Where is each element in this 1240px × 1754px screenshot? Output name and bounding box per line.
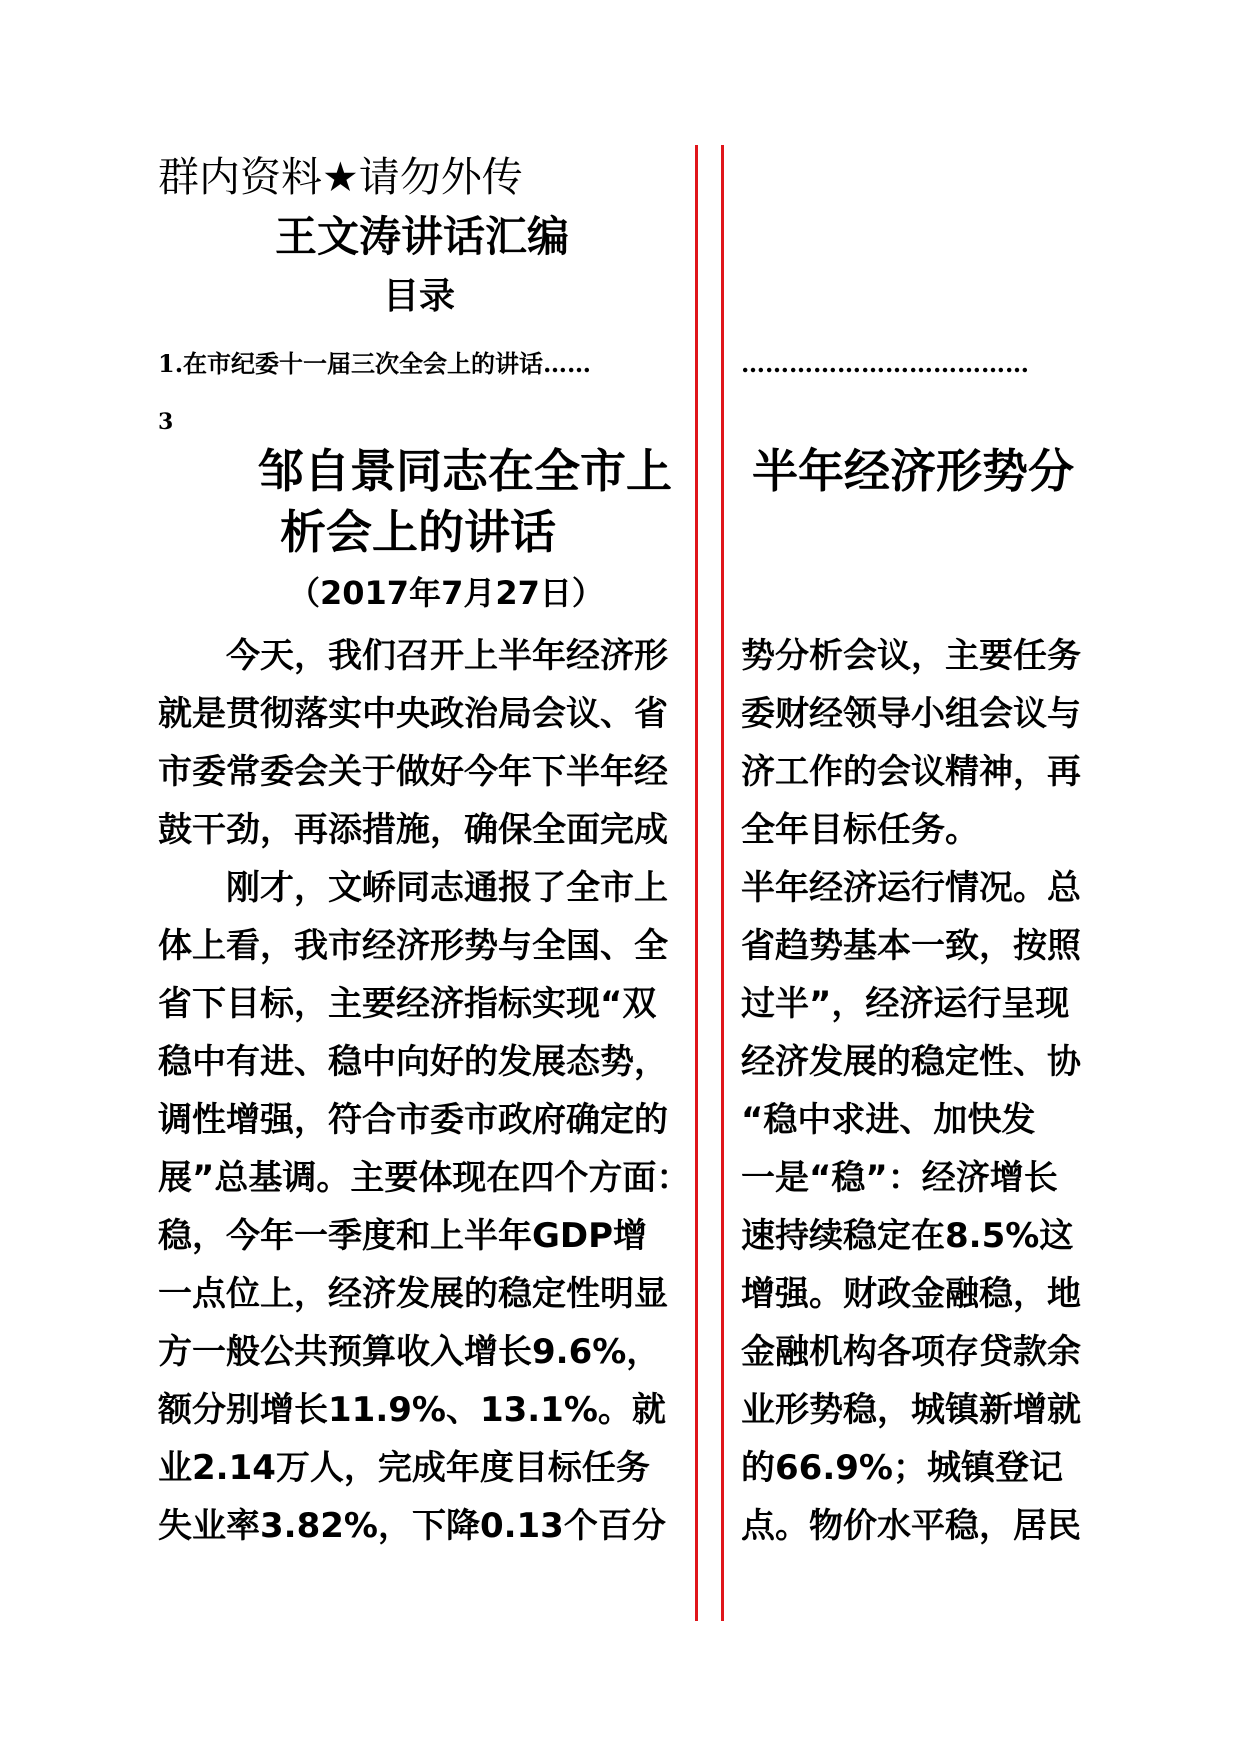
body-line: 稳，今年一季度和上半年GDP增 — [158, 1216, 648, 1256]
body-line: 济工作的会议精神，再 — [741, 752, 1081, 792]
body-line: 稳中有进、稳中向好的发展态势， — [158, 1042, 668, 1082]
body-line: 半年经济运行情况。总 — [741, 868, 1081, 908]
body-line: 经济发展的稳定性、协 — [741, 1042, 1081, 1082]
toc-item: 1.在市纪委十一届三次全会上的讲话…… — [158, 349, 592, 378]
body-line: 方一般公共预算收入增长9.6%， — [158, 1332, 661, 1372]
body-column-right — [741, 627, 1081, 1555]
body-line: 一是“稳”：经济增长 — [741, 1158, 1058, 1198]
body-line: 全年目标任务。 — [741, 810, 979, 850]
body-line: 调性增强，符合市委市政府确定的 — [158, 1100, 668, 1140]
body-line: 刚才，文峤同志通报了全市上 — [158, 868, 668, 908]
toc-item-leader: ……………………………… — [741, 349, 1029, 378]
body-line: 就是贯彻落实中央政治局会议、省 — [158, 694, 668, 734]
body-column-left — [158, 627, 691, 1555]
body-line: 的66.9%；城镇登记 — [741, 1448, 1063, 1488]
body-line: 业2.14万人，完成年度目标任务 — [158, 1448, 650, 1488]
toc-heading: 目录 — [383, 276, 456, 317]
body-line: 速持续稳定在8.5%这 — [741, 1216, 1074, 1256]
body-line: 增强。财政金融稳，地 — [741, 1274, 1081, 1314]
body-line: 一点位上，经济发展的稳定性明显 — [158, 1274, 668, 1314]
body-line: 今天，我们召开上半年经济形 — [158, 636, 668, 676]
body-line: 委财经领导小组会议与 — [741, 694, 1081, 734]
column-divider-right — [721, 145, 724, 1621]
body-line: “稳中求进、加快发 — [741, 1100, 1036, 1140]
body-line: 过半”，经济运行呈现 — [741, 984, 1070, 1024]
article-title-left-line2: 析会上的讲话 — [280, 505, 556, 559]
confidential-notice: 群内资料★请勿外传 — [158, 153, 523, 201]
body-line: 省趋势基本一致，按照 — [741, 926, 1081, 966]
body-line: 体上看，我市经济形势与全国、全 — [158, 926, 668, 966]
article-title-right: 半年经济形势分 — [752, 444, 1074, 498]
body-line: 鼓干劲，再添措施，确保全面完成 — [158, 810, 668, 850]
body-line: 额分别增长11.9%、13.1%。就 — [158, 1390, 666, 1430]
article-date: （2017年7月27日） — [288, 574, 604, 612]
toc-page-number: 3 — [158, 409, 174, 435]
body-line: 展”总基调。主要体现在四个方面： — [158, 1158, 691, 1198]
body-line: 金融机构各项存贷款余 — [741, 1332, 1081, 1372]
body-line: 势分析会议，主要任务 — [741, 636, 1081, 676]
column-divider-left — [695, 145, 698, 1621]
document-title: 王文涛讲话汇编 — [275, 212, 570, 261]
body-line: 点。物价水平稳，居民 — [741, 1506, 1081, 1546]
body-line: 省下目标，主要经济指标实现“双 — [158, 984, 657, 1024]
article-title-left-line1: 邹自景同志在全市上 — [258, 444, 672, 498]
body-line: 业形势稳，城镇新增就 — [741, 1390, 1081, 1430]
body-line: 市委常委会关于做好今年下半年经 — [158, 752, 668, 792]
body-line: 失业率3.82%，下降0.13个百分 — [158, 1506, 666, 1546]
